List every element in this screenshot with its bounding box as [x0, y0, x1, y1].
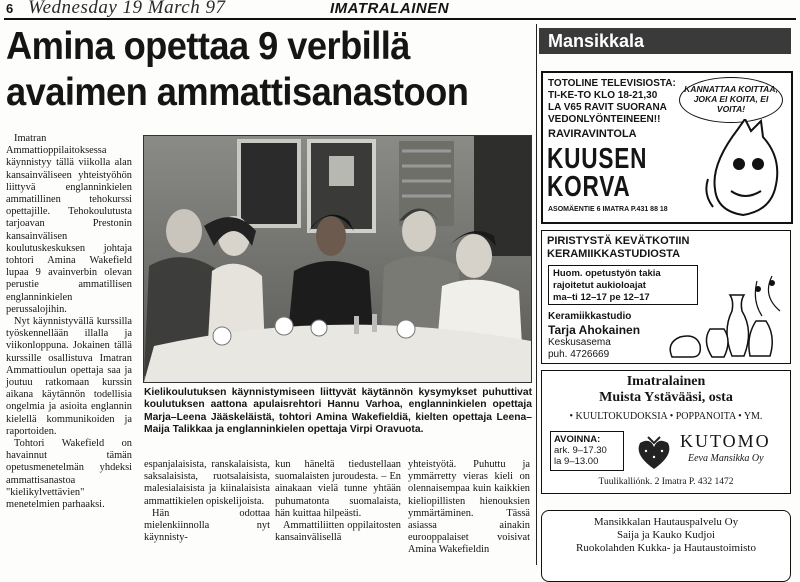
- column-divider: [536, 24, 537, 565]
- notice-line: Huom. opetustyön takia: [553, 268, 661, 279]
- ad-text: RAVIRAVINTOLA: [548, 128, 637, 140]
- ad-title: KUUSEN: [547, 143, 648, 175]
- page-number: 6: [6, 1, 14, 16]
- meeting-photo-illustration: [144, 136, 531, 382]
- headline: [6, 24, 494, 116]
- product-list: • KUULTOKUDOKSIA • POPPANOITA • YM.: [569, 411, 763, 422]
- hours-saturday: la 9–13.00: [554, 456, 599, 467]
- location: Keskusasema: [548, 337, 611, 348]
- article-column-2: [144, 459, 270, 544]
- article-photo: [143, 135, 532, 383]
- headline-line-2: avaimen ammattisanastoon: [6, 71, 469, 114]
- ceramic-vases-icon: [662, 271, 786, 359]
- section-title: Mansikkala: [548, 31, 645, 51]
- ad-text: Ruokolahden Kukka- ja Hautaustoimisto: [576, 542, 756, 554]
- ad-hautauspalvelu: [541, 510, 791, 582]
- article-column-1: [6, 133, 132, 511]
- ad-text: LA V65 RAVIT SUORANA: [548, 102, 667, 113]
- paragraph: Ammattiliitten oppilaitosten kansainvälisellä: [275, 520, 401, 544]
- ad-kuusen-korva: [541, 71, 793, 224]
- headline-line-1: Amina opettaa 9 verbillä: [6, 25, 410, 68]
- studio-name: Keramiikkastudio: [548, 311, 632, 322]
- brand-subtitle: Eeva Mansikka Oy: [688, 453, 764, 464]
- ad-address: ASOMÄENTIE 6 IMATRA P.431 88 18: [548, 206, 668, 213]
- ad-text: TOTOLINE TELEVISIOSTA:: [548, 78, 676, 89]
- notice-line: rajoitetut aukioloajat: [553, 280, 646, 291]
- ad-text: VEDONLYÖNTEINEEN!!: [548, 114, 661, 125]
- ad-keramiikkastudio: [541, 230, 791, 364]
- ad-title: Muista Ystävääsi, osta: [599, 390, 733, 405]
- paragraph: Imatran Ammattioppilaitoksessa käynnistyy tällä viikolla alan kansainväliseen yhteistyöhön liittyvä englanninkielen ammatillinen tehokurssi opettajille. Tehokoulutusta tarjoavan Prestonin kansainvälisen koulutuskeskuksen johtaja tohtori Amina Wakefield lupaa 9 avainverbin olevan perustie ammatillisen englanninkielen perussalojihin.: [6, 133, 132, 315]
- brand-name: KUTOMO: [680, 431, 771, 451]
- top-rule: [4, 18, 796, 20]
- phone: puh. 4726669: [548, 349, 610, 360]
- hours-weekday: ark. 9–17.30: [554, 445, 607, 456]
- ad-text: TI-KE-TO KLO 18-21,30: [548, 90, 658, 101]
- ad-title: Imatralainen: [626, 374, 706, 389]
- ad-kutomo: [541, 370, 791, 494]
- paragraph: kun häneltä tiedustellaan suomalaisten juroudesta. – En ainakaan vielä tunne yhtään puhumatonta suomalaista, hän kuittaa hilpeästi.: [275, 459, 401, 519]
- ad-text: Saija ja Kauko Kudjoi: [616, 529, 716, 541]
- article-column-4: [408, 459, 530, 557]
- strawberry-logo-icon: [630, 431, 676, 471]
- article-column-3: [275, 459, 401, 544]
- ad-title: KORVA: [547, 171, 631, 203]
- ad-title: PIRISTYSTÄ KEVÄTKOTIIN: [547, 235, 690, 247]
- paragraph: espanjalaisista, ranskalaisista, saksalaisista, ruotsalaisista, malesialaisista ja kiinalaisista ammattikielen opiskelijoista.: [144, 459, 270, 507]
- hours-title: AVOINNA:: [554, 434, 601, 445]
- opening-hours: [550, 431, 624, 471]
- horse-mascot-icon: [703, 119, 787, 219]
- photo-caption: Kielikoulutuksen käynnistymiseen liittyvät käytännön kysymykset puhuttivat koulutuksen aattona apulaisrehtori Hannu Varhoa, englanninkielen opettaja Marja–Leena Jääskeläistä, tohtori Amina Wakefieldiä, kielten opettaja Leena–Maija Talikkaa ja englanninkielen opettaja Virpi Oravuota.: [144, 387, 532, 435]
- handwritten-date: Wednesday 19 March 97: [28, 0, 226, 18]
- notice-line: ma–ti 12–17 pe 12–17: [553, 292, 650, 303]
- ad-address: Tuulikalliónk. 2 Imatra P. 432 1472: [598, 477, 734, 487]
- paragraph: Nyt käynnistyvällä kurssilla työskennellään illalla ja viikonloppuna. Jokainen tällä kurssille osallistuva Imatran Ammattioulun opettaja saa ja joutuu ratkomaan kurssin aikana käytännön todellisia ongelmia ja asioita englannin kielellä kommunikoiden ja raportoiden.: [6, 316, 132, 437]
- ad-title: KERAMIIKKASTUDIOSTA: [547, 248, 681, 260]
- ad-text: Mansikkalan Hautauspalvelu Oy: [593, 516, 739, 528]
- speech-bubble: KANNATTAA KOITTAA, JOKA EI KOITA, EI VOITA!: [679, 77, 783, 123]
- paragraph: Tohtori Wakefield on havainnut tämän opetusmenetelmän yhdeksi ammattisanastoa "kielikylvettävien" menetelmien parhaaksi.: [6, 438, 132, 511]
- paragraph: Hän odottaa mielenkiinnolla nyt käynnisty-: [144, 507, 270, 544]
- newspaper-name: IMATRALAINEN: [330, 0, 450, 17]
- owner-name: Tarja Ahokainen: [548, 323, 641, 337]
- paragraph: yhteistyötä. Puhuttu ja ymmärretty vieras kieli on olennaisempaa kuin kaikkien kieliopillisten hienouksien ymmärtäminen. Tässä asiassa ainakin eurooppalaiset voisivat Amina Wakefieldin: [408, 459, 530, 556]
